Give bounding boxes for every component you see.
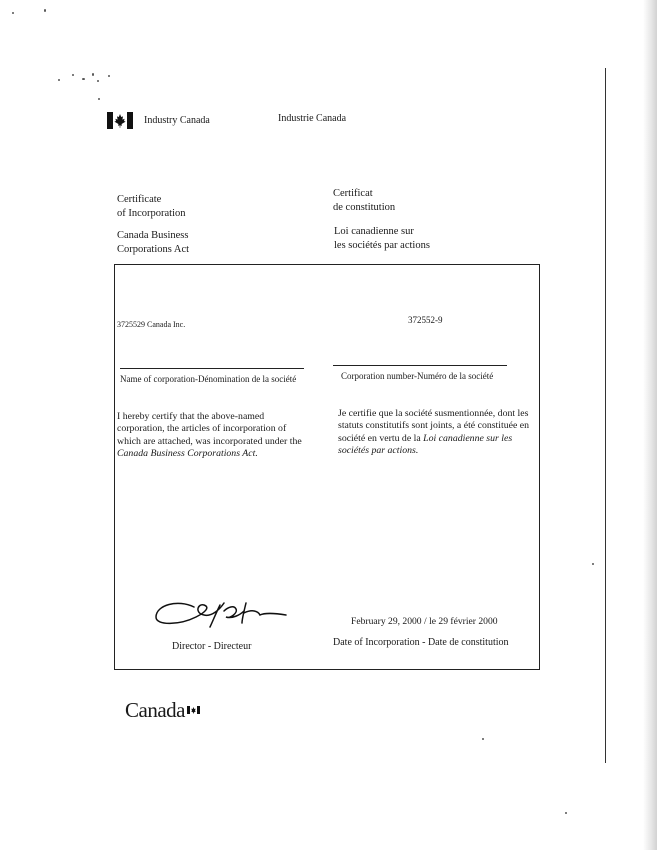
certificate-title-fr-line1: Certificat bbox=[333, 188, 373, 199]
canada-wordmark-text: Canada bbox=[125, 698, 185, 722]
act-name-fr-line1: Loi canadienne sur bbox=[334, 226, 414, 237]
scan-speck bbox=[44, 9, 46, 12]
certificate-title-en bbox=[117, 193, 186, 221]
scan-speck bbox=[12, 12, 14, 14]
scan-fold-line bbox=[605, 68, 606, 763]
scan-speck bbox=[72, 74, 74, 76]
incorporation-date: February 29, 2000 / le 29 février 2000 bbox=[351, 616, 498, 627]
act-name-en-line1: Canada Business bbox=[117, 230, 189, 241]
scan-speck bbox=[565, 812, 567, 814]
certification-text-fr-body: Je certifie que la société susmentionnée, dont les statuts constitutifs sont joints, a été constituée en société en vertu de la bbox=[338, 408, 530, 444]
certification-text-en-act: Canada Business Corporations Act. bbox=[117, 447, 258, 459]
scan-speck bbox=[92, 73, 94, 76]
canada-flag-icon bbox=[107, 112, 133, 129]
number-underline bbox=[333, 365, 507, 366]
scan-speck bbox=[98, 98, 100, 100]
scan-speck bbox=[592, 563, 594, 565]
act-name-fr-line2: les sociétés par actions bbox=[334, 240, 430, 251]
certification-text-en bbox=[117, 411, 311, 460]
act-name-fr bbox=[334, 225, 430, 253]
dept-name-fr: Industrie Canada bbox=[278, 113, 347, 124]
scan-speck bbox=[97, 80, 99, 82]
incorporation-date-label: Date of Incorporation - Date de constitution bbox=[333, 637, 509, 648]
scan-speck bbox=[482, 738, 484, 740]
certification-text-fr-act: Loi canadienne sur les sociétés par actions. bbox=[338, 432, 513, 456]
certification-text-en-body: I hereby certify that the above-named corporation, the articles of incorporation of which are attached, was incorporated under the bbox=[117, 411, 302, 447]
corporation-number: 372552-9 bbox=[408, 315, 443, 325]
canada-wordmark bbox=[125, 698, 185, 723]
scan-edge bbox=[643, 0, 657, 850]
corporation-name-label: Name of corporation-Dénomination de la société bbox=[120, 374, 297, 384]
scan-speck bbox=[108, 75, 110, 77]
wordmark-flag-icon bbox=[187, 701, 200, 709]
scan-speck bbox=[82, 78, 85, 80]
act-name-en-line2: Corporations Act bbox=[117, 244, 190, 255]
corporation-number-label: Corporation number-Numéro de la société bbox=[341, 371, 494, 381]
corporation-name: 3725529 Canada Inc. bbox=[117, 320, 186, 329]
certificate-title-fr-line2: de constitution bbox=[333, 202, 396, 213]
director-label: Director - Directeur bbox=[172, 641, 252, 652]
act-name-en bbox=[117, 229, 189, 257]
certificate-title-en-line1: Certificate bbox=[117, 194, 162, 205]
name-underline bbox=[120, 368, 304, 369]
director-signature bbox=[150, 597, 290, 631]
certification-text-fr bbox=[338, 408, 532, 457]
certificate-title-fr bbox=[333, 187, 395, 215]
scan-speck bbox=[58, 79, 60, 81]
certificate-title-en-line2: of Incorporation bbox=[117, 208, 186, 219]
dept-name-en: Industry Canada bbox=[144, 115, 210, 126]
